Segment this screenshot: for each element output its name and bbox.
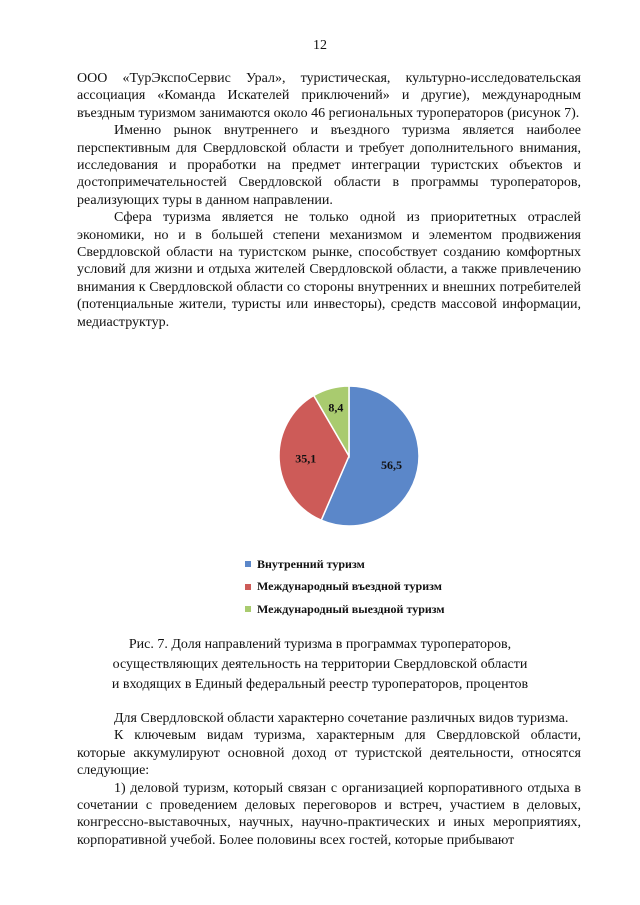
paragraph: ООО «ТурЭкспоСервис Урал», туристическая, культурно-исследовательская ассоциация «Команда Искателей приключений» и другие), международным въездным туризмом занимаются около 46 региональных туроператоров (рисунок 7). <box>77 71 581 121</box>
paragraph: Для Свердловской области характерно сочетание различных видов туризма. <box>114 711 569 726</box>
body-text-bottom <box>77 710 581 849</box>
caption-line: осуществляющих деятельность на территории Свердловской области <box>112 657 528 672</box>
pie-data-label: 56,5 <box>381 457 402 472</box>
legend-label: Международный выездной туризм <box>257 601 445 616</box>
paragraph: Именно рынок внутреннего и въездного туризма является наиболее перспективным для Свердловской области и требует дополнительного внимания, исследования и проработки на предмет интеграции туристских объектов и достопримечательностей Свердловской области в программы туроператоров, реализующих туры в данном направлении. <box>77 123 581 208</box>
body-text-top <box>77 70 581 331</box>
pie-data-label: 8,4 <box>328 400 344 415</box>
page-number: 12 <box>313 38 327 53</box>
caption-line: и входящих в Единый федеральный реестр туроператоров, процентов <box>111 677 529 692</box>
legend-item <box>245 598 445 621</box>
legend-item <box>245 576 445 599</box>
legend-swatch <box>245 561 251 567</box>
legend-swatch <box>245 606 251 612</box>
paragraph: 1) деловой туризм, который связан с организацией корпоративного отдыха в сочетании с проведением деловых переговоров и встреч, участием в деловых, конгрессно-выставочных, научных, научно-практических и иных мероприятиях, корпоративной учебой. Более половины всех гостей, которые прибывают <box>77 780 581 848</box>
paragraph: К ключевым видам туризма, характерным для Свердловской области, которые аккумулируют основной доход от туристской деятельности, относятся следующие: <box>77 728 581 779</box>
pie-data-label: 35,1 <box>295 451 317 466</box>
legend-item <box>245 553 445 576</box>
paragraph: Сфера туризма является не только одной из приоритетных отраслей экономики, но и в большей степени механизмом и элементом продвижения Свердловской области на туристском рынке, способствует созданию комфортных условий для жизни и отдыха жителей Свердловской области, а также привлечению внимания к Свердловской области со стороны внутренних и внешних потребителей (потенциальные жители, туристы или инвесторы), средств массовой информации, медиаструктур. <box>77 210 581 330</box>
legend-swatch <box>245 584 251 590</box>
legend-label: Международный въездной туризм <box>257 579 442 594</box>
figure-caption <box>0 635 640 695</box>
legend-label: Внутренний туризм <box>257 556 365 571</box>
chart-legend <box>245 553 445 621</box>
caption-line: Рис. 7. Доля направлений туризма в программах туроператоров, <box>128 637 512 652</box>
